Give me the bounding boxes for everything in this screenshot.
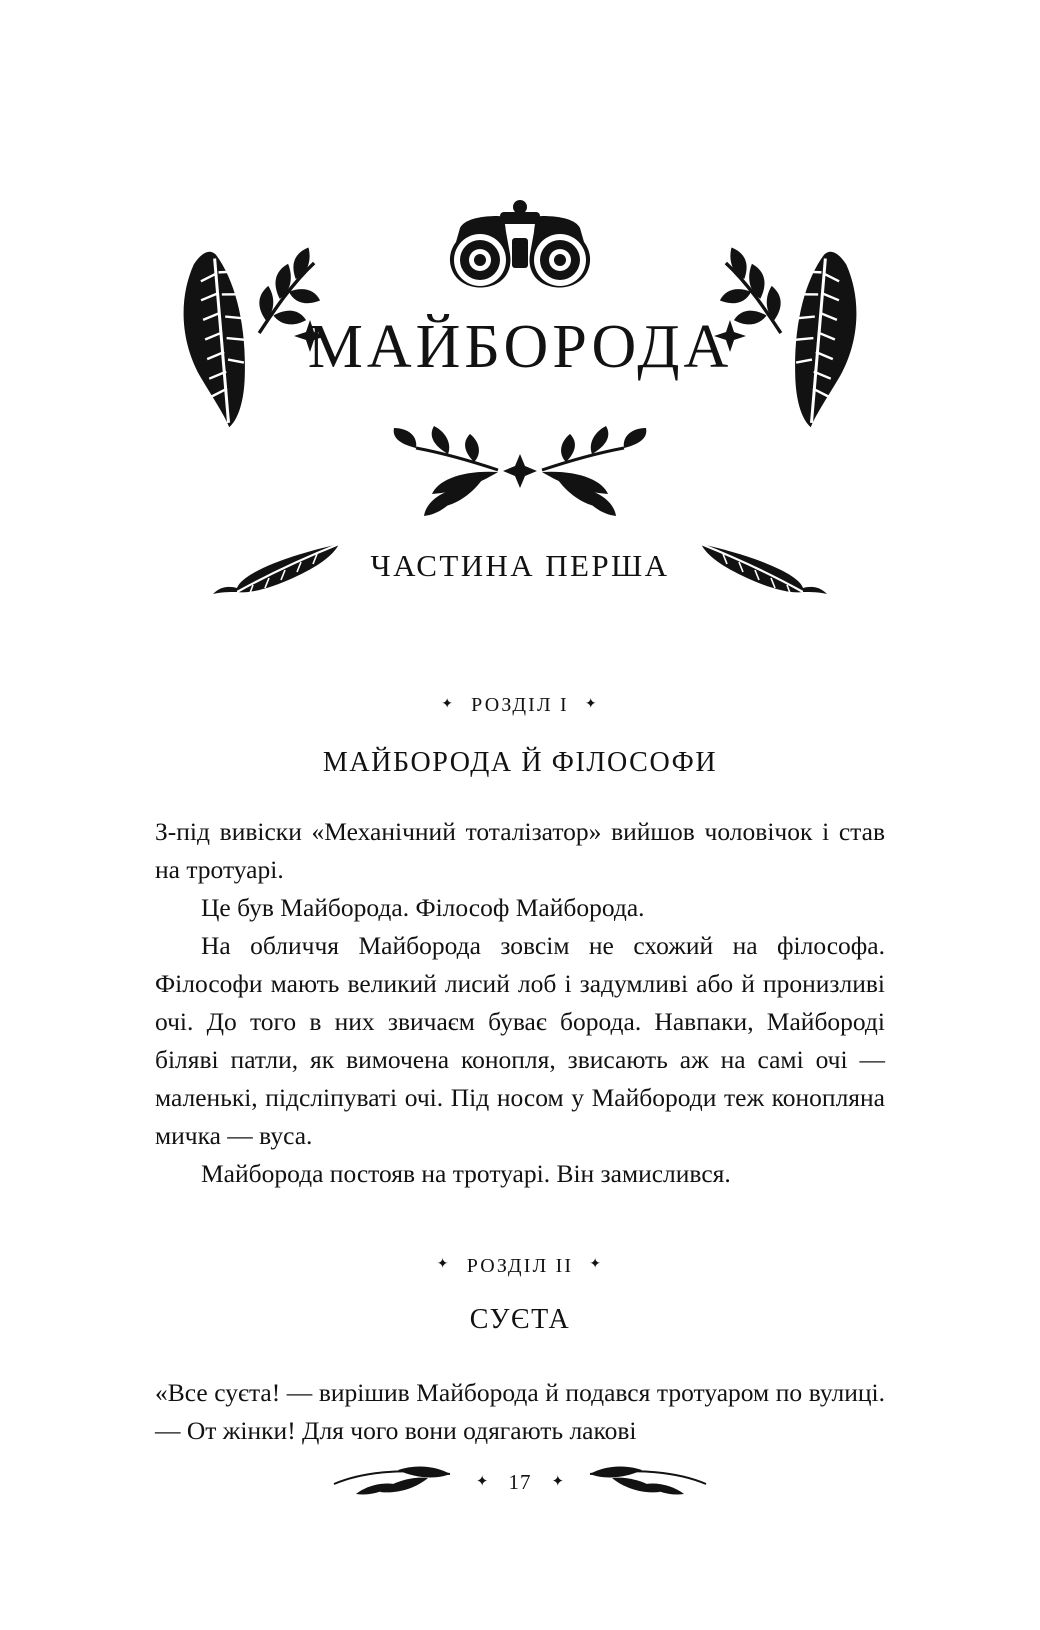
part-title: ЧАСТИНА ПЕРША: [370, 548, 670, 583]
page-number: 17: [508, 1469, 532, 1494]
diamond-icon: ✦: [584, 696, 599, 712]
paragraph: З-під вивіски «Механічний тоталізатор» вийшов чоловічок і став на тротуарі.: [155, 817, 885, 884]
binoculars-icon: [420, 198, 620, 294]
chapter-2-title: СУЄТА: [469, 1303, 571, 1335]
diamond-icon: ✦: [441, 696, 456, 712]
diamond-icon: ✦: [551, 1473, 565, 1490]
diamond-icon: ✦: [589, 1257, 604, 1273]
chapter-2-label: [437, 1255, 603, 1278]
chapter-1-title: МАЙБОРОДА Й ФІЛОСОФИ: [322, 747, 718, 778]
chapter-1-body: [155, 813, 885, 1193]
chapter-2-body: [155, 1374, 885, 1450]
footer-sprig-left: [332, 1462, 462, 1502]
chapter-2-section: [155, 1249, 885, 1450]
chapter-1-label: [441, 694, 599, 717]
chapter-2-label-text: РОЗДІЛ II: [466, 1254, 574, 1277]
sprig-divider: [370, 414, 670, 524]
page-footer: [0, 1462, 1040, 1502]
diamond-icon: ✦: [436, 1257, 451, 1273]
part-title-row: [140, 536, 900, 596]
paragraph: На обличчя Майборода зовсім не схожий на філософа. Філософи мають великий лисий лоб і задумливі або й пронизливі очі. До того в них звичаєм буває борода. Навпаки, Майбороді біляві патли, як вимочена конопля, звисають аж на самі очі — маленькі, підсліпуваті очі. Під носом у Майбороди теж конопляна мичка — вуса.: [155, 930, 885, 1150]
paragraph: Це був Майборода. Філософ Майборода.: [201, 892, 645, 922]
title-ornament-block: [140, 168, 900, 688]
paragraph: «Все суєта! — вирішив Майборода й подався тротуаром по вулиці. — От жінки! Для чого вони одягають лакові: [155, 1377, 885, 1445]
footer-sprig-right: [578, 1462, 708, 1502]
feather-left: [213, 536, 345, 596]
paragraph: Майборода постояв на тротуарі. Він замислився.: [201, 1158, 731, 1188]
book-title: МАЙБОРОДА: [307, 313, 733, 381]
chapter-1-label-text: РОЗДІЛ I: [471, 694, 569, 716]
diamond-icon: ✦: [475, 1473, 489, 1490]
feather-right: [695, 536, 827, 596]
